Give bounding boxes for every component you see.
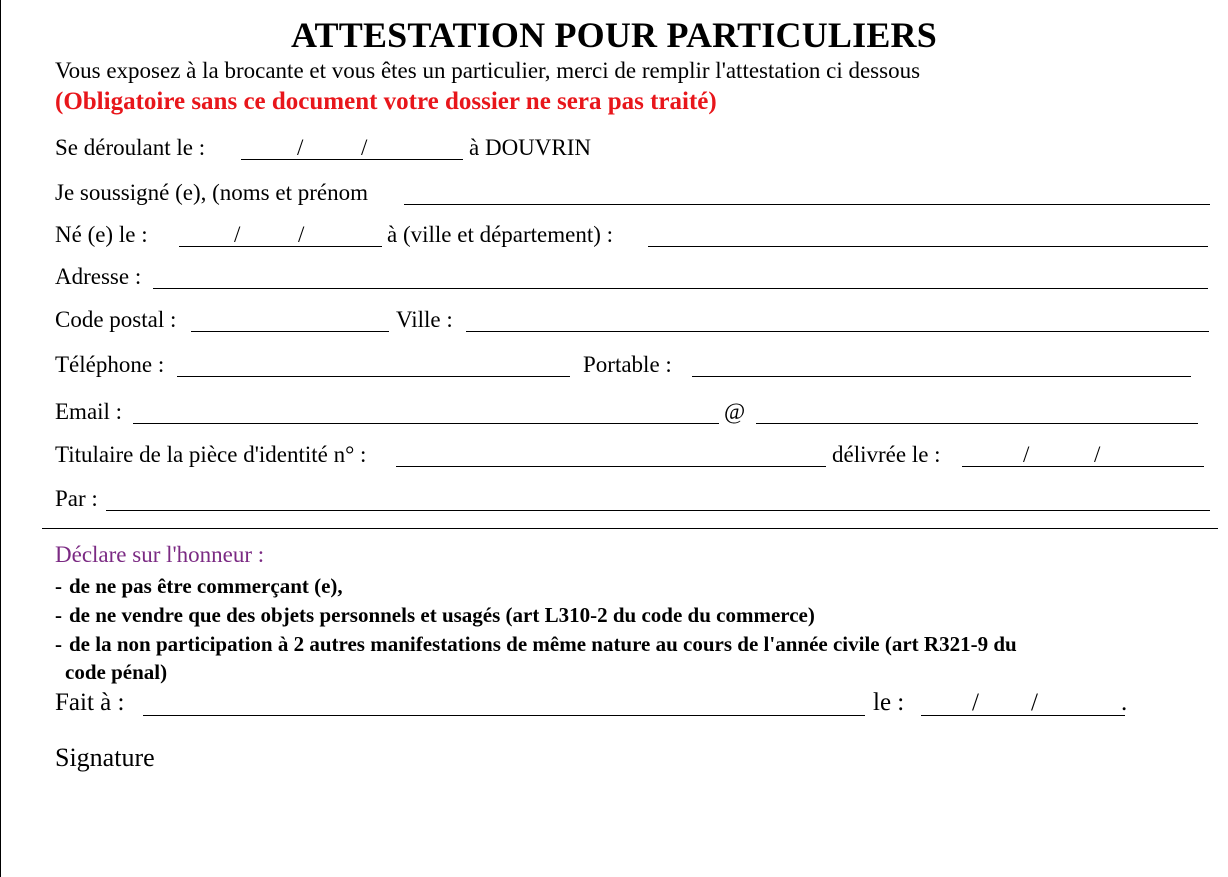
name-field[interactable] xyxy=(404,204,1210,205)
declaration-item-text: de la non participation à 2 autres manifestations de même nature au cours de l'année civile (art R321-9 du xyxy=(69,632,1017,656)
declaration-item-text: de ne pas être commerçant (e), xyxy=(69,574,343,598)
declaration-item-1 xyxy=(55,574,343,599)
id-number-field[interactable] xyxy=(396,466,826,467)
declaration-item-3-continued: code pénal) xyxy=(65,660,168,684)
address-label: Adresse : xyxy=(55,264,142,289)
issued-date-slash-2: / xyxy=(1094,442,1101,467)
issued-by-label: Par : xyxy=(55,486,98,511)
bullet-dash: - xyxy=(55,574,62,598)
bullet-dash: - xyxy=(55,632,62,656)
postal-code-label: Code postal : xyxy=(55,307,177,332)
issued-by-field[interactable] xyxy=(106,510,1210,511)
phone-label: Téléphone : xyxy=(55,352,165,377)
city-field[interactable] xyxy=(466,331,1209,332)
event-date-slash-1: / xyxy=(297,135,304,160)
issued-date-underline[interactable] xyxy=(962,466,1204,467)
signed-date-slash-2: / xyxy=(1031,689,1038,716)
issued-date-label: délivrée le : xyxy=(832,442,941,467)
signed-date-slash-1: / xyxy=(972,689,979,716)
email-at-symbol: @ xyxy=(724,399,746,424)
birthplace-label: à (ville et département) : xyxy=(387,222,614,247)
signed-date-period: . xyxy=(1121,689,1128,716)
event-date-slash-2: / xyxy=(361,135,368,160)
mandatory-note: (Obligatoire sans ce document votre dossier ne sera pas traité) xyxy=(55,88,717,115)
city-label: Ville : xyxy=(396,307,453,332)
birth-date-label: Né (e) le : xyxy=(55,222,148,247)
id-number-label: Titulaire de la pièce d'identité n° : xyxy=(55,442,367,467)
birthplace-field[interactable] xyxy=(648,246,1208,247)
bullet-dash: - xyxy=(55,603,62,627)
event-date-label: Se déroulant le : xyxy=(55,135,206,160)
declaration-heading: Déclare sur l'honneur : xyxy=(55,542,265,567)
signed-date-label: le : xyxy=(873,689,905,716)
email-domain-field[interactable] xyxy=(756,423,1198,424)
page-left-border xyxy=(0,0,1,877)
birth-date-slash-1: / xyxy=(234,222,241,247)
declaration-item-text: de ne vendre que des objets personnels et usagés (art L310-2 du code du commerce) xyxy=(69,603,815,627)
email-label: Email : xyxy=(55,399,123,424)
mobile-field[interactable] xyxy=(692,376,1191,377)
declaration-item-3 xyxy=(55,632,1017,657)
form-title: ATTESTATION POUR PARTICULIERS xyxy=(291,15,937,55)
issued-date-slash-1: / xyxy=(1023,442,1030,467)
declaration-item-2 xyxy=(55,603,815,628)
birth-date-underline[interactable] xyxy=(179,246,382,247)
made-at-field[interactable] xyxy=(143,715,865,716)
birth-date-slash-2: / xyxy=(298,222,305,247)
signed-date-underline[interactable] xyxy=(921,715,1125,716)
postal-code-field[interactable] xyxy=(191,331,389,332)
event-location-text: à DOUVRIN xyxy=(469,135,592,160)
signature-area[interactable] xyxy=(55,780,455,860)
section-divider xyxy=(42,528,1218,529)
made-at-label: Fait à : xyxy=(55,689,125,716)
phone-field[interactable] xyxy=(177,376,570,377)
intro-text: Vous exposez à la brocante et vous êtes un particulier, merci de remplir l'attestation ci dessous xyxy=(55,58,921,83)
mobile-label: Portable : xyxy=(583,352,672,377)
event-date-underline[interactable] xyxy=(241,159,463,160)
email-user-field[interactable] xyxy=(133,423,719,424)
signature-label: Signature xyxy=(55,743,155,772)
address-field[interactable] xyxy=(153,288,1208,289)
name-label: Je soussigné (e), (noms et prénom xyxy=(55,180,368,205)
